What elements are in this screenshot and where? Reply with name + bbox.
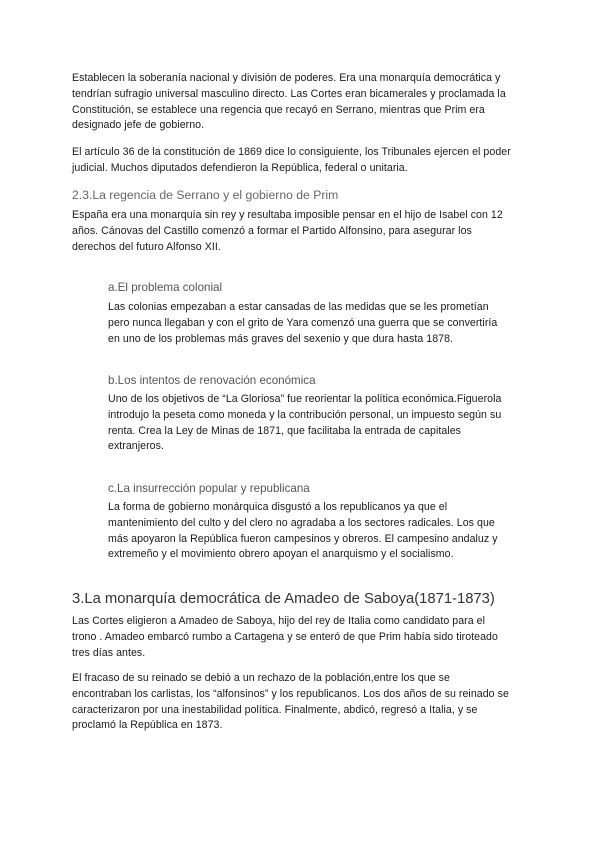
subsection-a-heading: a.El problema colonial — [108, 281, 223, 294]
text-line: proclamó la República en 1873. — [72, 719, 223, 732]
section-3-paragraph-1 — [72, 614, 498, 661]
text-line: judicial. Muchos diputados defendieron la República, federal o unitaria. — [72, 161, 408, 174]
text-line: El artículo 36 de la constitución de 1869 dice lo consiguiente, los Tribunales ejercen el poder — [72, 146, 511, 158]
text-line: extremeño y el movimiento obrero apoyan el anarquismo y el socialismo. — [108, 548, 454, 561]
text-line: tendrían sufragio universal masculino directo. Las Cortes eran bicamerales y proclamada la — [72, 87, 506, 100]
subsection-c-body — [108, 500, 498, 563]
text-line: en uno de los problemas más graves del sexenio y que dura hasta 1878. — [108, 332, 454, 345]
section-3-paragraph-2 — [72, 671, 509, 734]
text-line: renta. Crea la Ley de Minas de 1871, que facilitaba la entrada de capitales — [108, 424, 461, 437]
text-line: más apoyaron la República fueron campesinos y obreros. El campesino andaluz y — [108, 532, 498, 545]
text-line: Las colonias empezaban a estar cansadas de las medidas que se les prometían — [108, 301, 489, 313]
text-line: La forma de gobierno monárquica disgustó a los republicanos ya que el — [108, 501, 448, 513]
section-2-3-heading: 2.3.La regencia de Serrano y el gobierno de Prim — [72, 188, 339, 202]
text-line: España era una monarquía sin rey y resultaba imposible pensar en el hijo de Isabel con 12 — [72, 209, 503, 221]
text-line: mantenimiento del culto y del clero no agradaba a los sectores radicales. Los que — [108, 516, 495, 529]
text-line: extranjeros. — [108, 440, 164, 453]
text-line: pero nunca llegaban y con el grito de Yara comenzó una guerra que se convertiría — [108, 316, 498, 329]
text-line: introdujo la peseta como moneda y la contribución personal, un impuesto según su — [108, 408, 502, 421]
section-2-3-body — [72, 208, 503, 255]
subsection-a-body — [108, 300, 497, 347]
text-line: derechos del futuro Alfonso XII. — [72, 240, 221, 253]
text-line: El fracaso de su reinado se debió a un rechazo de la población,entre los que se — [72, 672, 450, 684]
text-line: encontraban los carlistas, los “alfonsinos” y los republicanos. Los dos años de su reinado se — [72, 687, 509, 700]
intro-paragraph-2 — [72, 145, 511, 177]
intro-paragraph-1 — [72, 71, 506, 134]
subsection-c-heading: c.La insurrección popular y republicana — [108, 482, 310, 495]
text-line: caracterizaron por una inestabilidad política. Finalmente, abdicó, regresó a Italia, y se — [72, 703, 478, 716]
text-line: Establecen la soberanía nacional y división de poderes. Era una monarquía democrática y — [72, 72, 501, 84]
text-line: trono . Amadeo embarcó rumbo a Cartagena y se enteró de que Prim había sido tiroteado — [72, 630, 498, 643]
text-line: Las Cortes eligieron a Amadeo de Saboya, hijo del rey de Italia como candidato para el — [72, 615, 486, 627]
text-line: Uno de los objetivos de “La Gloriosa” fue reorientar la política económica.Figuerola — [108, 393, 502, 405]
text-line: Constitución, se establece una regencia que recayó en Serrano, mientras que Prim era — [72, 103, 485, 116]
text-line: designado jefe de gobierno. — [72, 119, 205, 132]
text-line: años. Cánovas del Castillo comenzó a formar el Partido Alfonsino, para asegurar los — [72, 224, 472, 237]
section-3-heading: 3.La monarquía democrática de Amadeo de Saboya(1871-1873) — [72, 591, 495, 607]
text-line: tres días antes. — [72, 646, 146, 659]
subsection-b-body — [108, 392, 501, 455]
subsection-b-heading: b.Los intentos de renovación económica — [108, 374, 316, 387]
